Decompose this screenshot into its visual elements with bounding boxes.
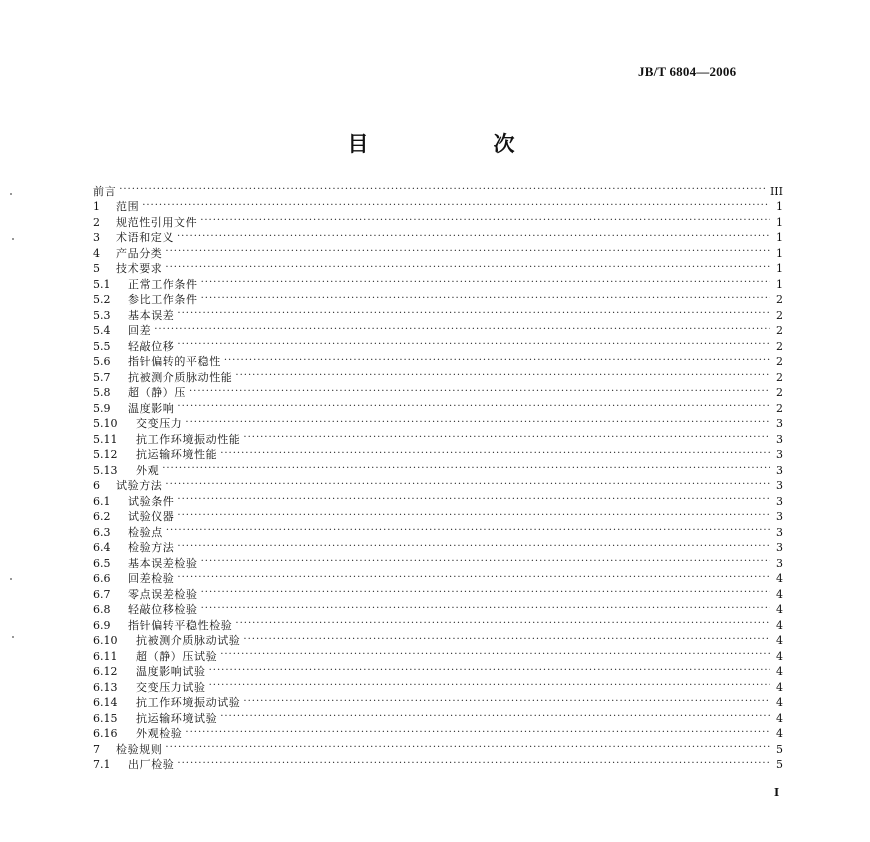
toc-entry-number: 5.5 [93, 339, 111, 353]
toc-entry-page: 1 [776, 231, 783, 244]
toc-entry-number: 6.11 [93, 649, 118, 663]
toc-entry-page: 2 [776, 386, 783, 399]
dot-leader [177, 753, 770, 769]
dot-leader [201, 582, 770, 598]
scan-speck [10, 578, 12, 580]
toc-entry-page: 3 [776, 479, 783, 492]
table-of-contents [93, 179, 783, 771]
toc-entry-label: 抗工作环境振动试验 [136, 696, 241, 709]
toc-entry [93, 567, 783, 583]
toc-entry-number: 6.7 [93, 587, 111, 601]
toc-entry-label: 零点误差检验 [128, 587, 198, 601]
dot-leader [154, 319, 770, 335]
toc-entry-number: 6.10 [93, 634, 118, 647]
toc-entry-number: 5.2 [93, 293, 111, 306]
toc-entry-label: 检验点 [128, 525, 163, 539]
toc-entry [93, 257, 783, 273]
toc-entry-label: 产品分类 [116, 246, 163, 260]
dot-leader [209, 675, 770, 691]
toc-entry [93, 520, 783, 539]
toc-entry-page: III [769, 184, 783, 198]
dot-leader [162, 458, 770, 474]
toc-entry-label: 交变压力试验 [136, 680, 206, 694]
toc-entry-label: 温度影响 [128, 401, 175, 415]
toc-entry [93, 505, 783, 521]
toc-entry-page: 1 [776, 215, 783, 229]
dot-leader [209, 660, 770, 676]
dot-leader [177, 536, 770, 552]
toc-entry-page: 1 [776, 262, 783, 275]
toc-entry-number: 5.1 [93, 277, 111, 291]
toc-entry [93, 381, 783, 397]
dot-leader [177, 334, 770, 350]
toc-entry-number: 5.3 [93, 308, 111, 322]
dot-leader [185, 412, 770, 428]
toc-entry [93, 272, 783, 291]
toc-entry-label: 回差 [128, 324, 152, 337]
toc-entry-page: 3 [776, 541, 783, 554]
toc-entry [93, 474, 783, 490]
toc-entry-page: 2 [776, 401, 783, 415]
toc-entry-page: 4 [776, 680, 783, 694]
toc-entry-page: 2 [776, 293, 783, 306]
toc-entry-number: 6 [93, 479, 100, 492]
dot-leader [200, 210, 770, 226]
toc-entry-number: 5.11 [93, 432, 118, 446]
toc-entry-number: 5.12 [93, 448, 118, 461]
toc-entry [93, 551, 783, 570]
dot-leader [165, 241, 770, 257]
toc-entry-label: 试验条件 [128, 494, 175, 508]
toc-entry-page: 5 [776, 742, 783, 756]
toc-entry [93, 722, 783, 738]
toc-entry-number: 6.2 [93, 510, 111, 523]
dot-leader [165, 474, 770, 490]
toc-entry-label: 试验仪器 [128, 510, 175, 523]
dot-leader [165, 737, 770, 753]
toc-entry-page: 3 [776, 432, 783, 446]
toc-entry-number: 5.13 [93, 463, 118, 477]
toc-entry-label: 参比工作条件 [128, 293, 198, 306]
toc-entry [93, 303, 783, 322]
toc-entry-label: 基本误差 [128, 308, 175, 322]
standard-code: JB/T 6804—2006 [638, 64, 737, 79]
toc-entry-label: 检验规则 [116, 742, 163, 756]
toc-entry-label: 回差检验 [128, 572, 175, 585]
toc-entry-label: 交变压力 [136, 417, 183, 430]
toc-entry-number: 6.16 [93, 727, 118, 740]
dot-leader [201, 288, 770, 304]
dot-leader [119, 179, 767, 195]
page-title: 目 次 [347, 132, 567, 156]
toc-entry-number: 5.8 [93, 386, 111, 399]
toc-entry-label: 基本误差检验 [128, 556, 198, 570]
toc-entry-label: 试验方法 [116, 479, 163, 492]
toc-entry-label: 轻敲位移 [128, 339, 175, 353]
toc-entry-page: 4 [776, 618, 783, 632]
toc-entry-label: 指针偏转平稳性检验 [128, 618, 233, 632]
toc-entry [93, 458, 783, 477]
toc-entry-label: 超（静）压 [128, 386, 186, 399]
toc-entry-label: 抗运输环境性能 [136, 448, 218, 461]
toc-entry-number: 6.12 [93, 665, 118, 678]
dot-leader [177, 489, 770, 505]
dot-leader [201, 551, 770, 567]
toc-entry-label: 外观检验 [136, 727, 183, 740]
toc-entry-label: 规范性引用文件 [116, 215, 198, 229]
toc-entry-number: 4 [93, 246, 100, 260]
toc-entry-label: 抗运输环境试验 [136, 711, 218, 725]
toc-entry-page: 3 [776, 525, 783, 539]
toc-entry-number: 6.13 [93, 680, 118, 694]
dot-leader [177, 226, 770, 242]
toc-entry [93, 753, 783, 769]
toc-entry-label: 轻敲位移检验 [128, 603, 198, 616]
dot-leader [166, 520, 770, 536]
toc-entry-number: 5 [93, 262, 100, 275]
toc-entry [93, 334, 783, 353]
toc-entry-label: 检验方法 [128, 541, 175, 554]
toc-entry-label: 出厂检验 [128, 758, 175, 771]
dot-leader [185, 722, 770, 738]
toc-entry [93, 489, 783, 508]
toc-entry-page: 2 [776, 308, 783, 322]
toc-entry-number: 6.1 [93, 494, 111, 508]
toc-entry-page: 4 [776, 711, 783, 725]
toc-entry-label: 指针偏转的平稳性 [128, 355, 221, 368]
toc-entry-label: 技术要求 [116, 262, 163, 275]
toc-entry-number: 6.15 [93, 711, 118, 725]
toc-entry-page: 2 [776, 339, 783, 353]
toc-entry-number: 7.1 [93, 758, 111, 771]
dot-leader [201, 598, 770, 614]
toc-entry-number: 3 [93, 231, 100, 244]
toc-entry-number: 5.4 [93, 324, 111, 337]
toc-entry-page: 4 [776, 696, 783, 709]
toc-entry-number: 6.3 [93, 525, 111, 539]
toc-entry-label: 术语和定义 [116, 231, 174, 244]
toc-entry-page: 3 [776, 556, 783, 570]
toc-entry-label: 范围 [116, 200, 140, 213]
toc-entry [93, 737, 783, 756]
toc-entry [93, 210, 783, 229]
toc-entry-number: 5.9 [93, 401, 111, 415]
toc-entry-number: 7 [93, 742, 100, 756]
toc-entry-number: 6.14 [93, 696, 118, 709]
toc-entry-label: 正常工作条件 [128, 277, 198, 291]
toc-entry [93, 350, 783, 366]
toc-entry-label: 前言 [93, 184, 117, 198]
toc-entry-page: 3 [776, 463, 783, 477]
dot-leader [243, 427, 770, 443]
toc-entry-page: 3 [776, 510, 783, 523]
toc-entry-number: 6.4 [93, 541, 111, 554]
toc-entry-number: 5.10 [93, 417, 118, 430]
dot-leader [142, 195, 770, 211]
toc-entry-page: 4 [776, 587, 783, 601]
toc-entry-number: 2 [93, 215, 100, 229]
dot-leader [177, 303, 770, 319]
toc-entry-page: 4 [776, 727, 783, 740]
toc-entry-page: 4 [776, 649, 783, 663]
dot-leader [177, 396, 770, 412]
toc-entry [93, 412, 783, 428]
toc-entry-label: 抗被测介质脉动试验 [136, 634, 241, 647]
dot-leader [220, 706, 770, 722]
page-number: I [774, 786, 780, 799]
toc-entry-number: 5.7 [93, 370, 111, 384]
toc-entry-page: 1 [776, 200, 783, 213]
toc-entry-page: 4 [776, 603, 783, 616]
toc-entry-page: 1 [776, 246, 783, 260]
dot-leader [243, 691, 770, 707]
dot-leader [224, 350, 770, 366]
toc-entry-number: 5.6 [93, 355, 111, 368]
toc-entry [93, 195, 783, 211]
dot-leader [189, 381, 770, 397]
toc-entry [93, 396, 783, 415]
dot-leader [220, 443, 770, 459]
scan-speck [10, 193, 12, 195]
toc-entry-page: 2 [776, 324, 783, 337]
scan-speck [12, 238, 14, 240]
toc-entry-page: 2 [776, 355, 783, 368]
toc-entry-label: 抗被测介质脉动性能 [128, 370, 233, 384]
toc-entry-label: 抗工作环境振动性能 [136, 432, 241, 446]
toc-entry-number: 6.6 [93, 572, 111, 585]
toc-entry-label: 外观 [136, 463, 160, 477]
toc-entry-number: 6.5 [93, 556, 111, 570]
toc-entry-page: 1 [776, 277, 783, 291]
dot-leader [165, 257, 770, 273]
toc-entry [93, 427, 783, 446]
toc-entry [93, 179, 783, 198]
toc-entry-label: 超（静）压试验 [136, 649, 218, 663]
toc-entry-page: 2 [776, 370, 783, 384]
toc-entry-page: 4 [776, 572, 783, 585]
dot-leader [235, 365, 770, 381]
dot-leader [177, 505, 770, 521]
toc-entry-number: 6.9 [93, 618, 111, 632]
dot-leader [220, 644, 770, 660]
toc-entry-number: 1 [93, 200, 100, 213]
toc-entry-label: 温度影响试验 [136, 665, 206, 678]
toc-entry [93, 582, 783, 601]
dot-leader [235, 613, 770, 629]
toc-entry [93, 241, 783, 260]
toc-entry-page: 3 [776, 448, 783, 461]
toc-entry-page: 4 [776, 665, 783, 678]
dot-leader [177, 567, 770, 583]
toc-entry [93, 319, 783, 335]
toc-entry-page: 3 [776, 417, 783, 430]
scan-speck [12, 636, 14, 638]
toc-entry-number: 6.8 [93, 603, 111, 616]
toc-entry-page: 4 [776, 634, 783, 647]
dot-leader [243, 629, 770, 645]
toc-entry-page: 3 [776, 494, 783, 508]
toc-entry-page: 5 [776, 758, 783, 771]
dot-leader [201, 272, 770, 288]
toc-entry [93, 226, 783, 242]
toc-entry [93, 536, 783, 552]
